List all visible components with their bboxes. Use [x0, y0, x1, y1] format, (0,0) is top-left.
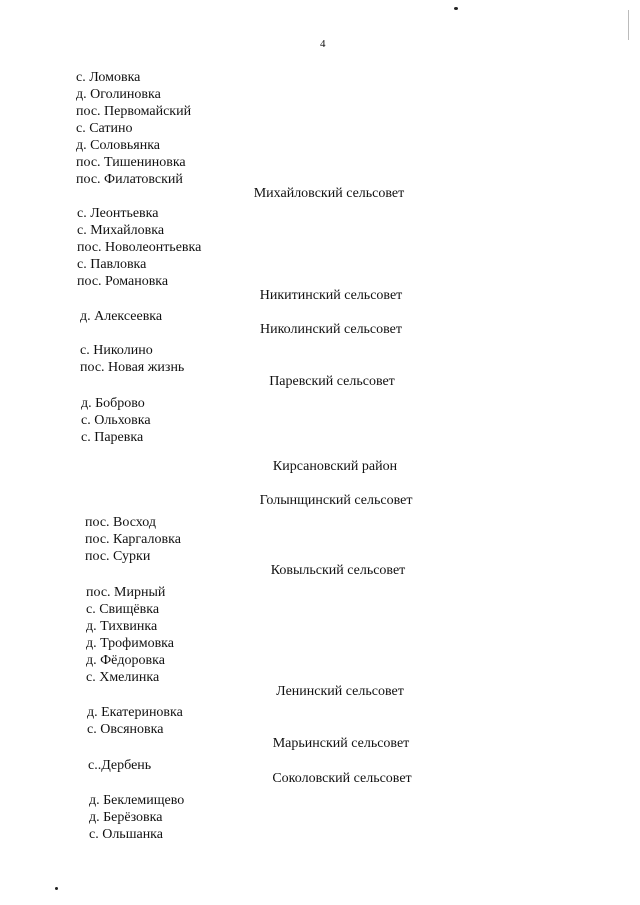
list-item: пос. Первомайский: [76, 104, 192, 119]
page-number: 4: [320, 38, 326, 50]
list-item: с. Ольшанка: [89, 827, 163, 842]
list-item: с. Михайловка: [77, 223, 165, 238]
list-item: с. Ольховка: [81, 413, 151, 428]
list-item: д. Берёзовка: [89, 810, 163, 825]
list-item: с. Павловка: [77, 257, 147, 272]
list-item: пос. Новолеонтьевка: [77, 240, 202, 255]
section-heading: Михайловский сельсовет: [253, 186, 405, 201]
list-item: с. Свищёвка: [86, 602, 160, 617]
section-heading: Ленинский сельсовет: [276, 684, 404, 699]
scan-speck: [55, 887, 58, 890]
scan-speck: [454, 7, 458, 10]
list-item: пос. Мирный: [86, 585, 166, 600]
list-item: с. Сатино: [76, 121, 133, 136]
section-heading: Николинский сельсовет: [259, 322, 403, 337]
list-item: пос. Тишениновка: [76, 155, 186, 170]
list-item: с. Николино: [80, 343, 153, 358]
list-item: д. Тихвинка: [86, 619, 158, 634]
section-heading: Соколовский сельсовет: [272, 771, 412, 786]
list-item: с. Ломовка: [76, 70, 141, 85]
list-item: д. Беклемищево: [89, 793, 185, 808]
list-item: пос. Филатовский: [76, 172, 183, 187]
section-heading: Никитинский сельсовет: [259, 288, 403, 303]
list-item: пос. Восход: [85, 515, 156, 530]
scan-edge-mark: [628, 10, 629, 40]
district-heading: Кирсановский район: [272, 459, 398, 474]
list-item: пос. Романовка: [77, 274, 169, 289]
list-item: с. Овсяновка: [87, 722, 164, 737]
list-item: д. Екатериновка: [87, 705, 183, 720]
section-heading: Марьинский сельсовет: [272, 736, 410, 751]
section-heading: Ковыльский сельсовет: [270, 563, 406, 578]
list-item: д. Оголиновка: [76, 87, 161, 102]
list-item: с. Леонтьевка: [77, 206, 159, 221]
list-item: д. Боброво: [81, 396, 145, 411]
list-item: д. Алексеевка: [80, 309, 163, 324]
list-item: д. Трофимовка: [86, 636, 174, 651]
list-item: с..Дербень: [88, 758, 152, 773]
section-heading: Паревский сельсовет: [269, 374, 395, 389]
list-item: пос. Новая жизнь: [80, 360, 185, 375]
list-item: пос. Каргаловка: [85, 532, 181, 547]
list-item: д. Фёдоровка: [86, 653, 165, 668]
list-item: с. Хмелинка: [86, 670, 160, 685]
list-item: д. Соловьянка: [76, 138, 160, 153]
list-item: с. Паревка: [81, 430, 144, 445]
section-heading: Голынщинский сельсовет: [259, 493, 413, 508]
list-item: пос. Сурки: [85, 549, 151, 564]
